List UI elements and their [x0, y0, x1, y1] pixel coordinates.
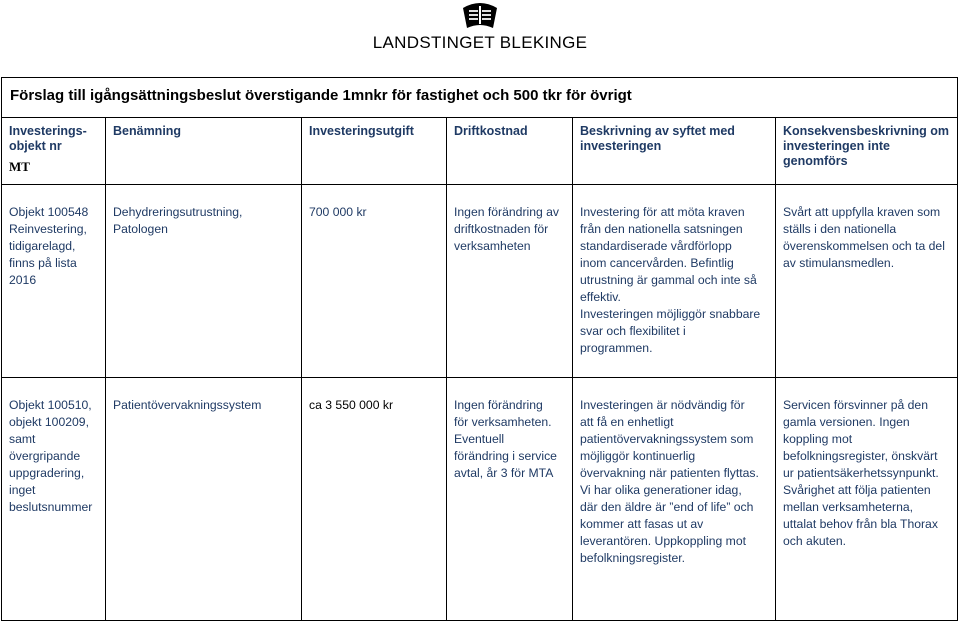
- row-1-drift: Ingen förändring av driftkostnaden för verksamheten: [454, 205, 560, 253]
- row-1-konsekvens-cell: [776, 185, 958, 378]
- row-2-objekt-cell: [2, 378, 106, 621]
- row-2-utgift-cell: [302, 378, 447, 621]
- header-row: [2, 118, 958, 185]
- row-1-beskrivning-cell: [573, 185, 776, 378]
- table-row: [2, 378, 958, 621]
- header-logo: [0, 0, 960, 60]
- table-row: [2, 185, 958, 378]
- row-2-objekt: Objekt 100510, objekt 100209, samt övergripande uppgradering, inget beslutsnummer: [9, 398, 93, 514]
- row-1-objekt-cell: [2, 185, 106, 378]
- row-1-beskrivning: Investering för att möta kraven från den nationella satsningen standardiserade vårdförlopp inom cancervården. Befintlig utrustning är gammal och inte så effektiv. Investeringen möjliggör snabbare svar och flexibilitet i programmen.: [580, 205, 761, 355]
- row-1-objekt: Objekt 100548 Reinvestering, tidigarelagd, finns på lista 2016: [9, 205, 89, 287]
- row-2-benamning-cell: [106, 378, 302, 621]
- row-1-drift-cell: [447, 185, 573, 378]
- row-1-konsekvens: Svårt att uppfylla kraven som ställs i den nationella överenskommelsen och ta del av stimulansmedlen.: [783, 205, 945, 270]
- row-1-utgift-cell: [302, 185, 447, 378]
- investment-table: [1, 77, 958, 621]
- header-objekt-cell: [2, 118, 106, 185]
- row-1-benamning-cell: [106, 185, 302, 378]
- header-konsekvens: Konsekvensbeskrivning om investeringen inte genomförs: [783, 124, 950, 168]
- row-2-utgift: ca 3 550 000 kr: [309, 398, 394, 412]
- header-driftkostnad: Driftkostnad: [454, 124, 528, 138]
- row-1-utgift: 700 000 kr: [309, 205, 367, 219]
- row-2-drift-cell: [447, 378, 573, 621]
- crown-emblem-icon: [461, 2, 499, 30]
- row-2-benamning: Patientövervakningssystem: [113, 398, 262, 412]
- header-benamning-cell: [106, 118, 302, 185]
- logo-text: LANDSTINGET BLEKINGE: [372, 33, 588, 52]
- row-2-konsekvens-cell: [776, 378, 958, 621]
- row-2-beskrivning-cell: [573, 378, 776, 621]
- row-2-beskrivning: Investeringen är nödvändig för att få en enhetligt patientövervakningssystem som möjliggör kontinuerlig övervakning när patienten flyttas. Vi har olika generationer idag, där den äldre är ”end of life” och kommer att fasas ut av leverantören. Uppkoppling mot befolkningsregister.: [580, 398, 759, 565]
- row-2-drift: Ingen förändring för verksamheten. Eventuell förändring i service avtal, år 3 för MTA: [454, 398, 557, 480]
- header-konsekvens-cell: [776, 118, 958, 185]
- header-mt: MT: [9, 159, 30, 174]
- row-2-konsekvens: Servicen försvinner på den gamla versionen. Ingen koppling mot befolkningsregister, önskvärt ur patientsäkerhetssynpunkt. Svårighet att följa patienten mellan verksamheterna, uttalat behov från bla Thorax och akuten.: [783, 398, 939, 548]
- header-objekt: Investerings- objekt nr: [9, 124, 87, 153]
- header-utgift-cell: [302, 118, 447, 185]
- header-beskrivning: Beskrivning av syftet med investeringen: [580, 124, 735, 153]
- header-investeringsutgift: Investeringsutgift: [309, 124, 414, 138]
- header-benamning: Benämning: [113, 124, 182, 138]
- header-beskrivning-cell: [573, 118, 776, 185]
- header-drift-cell: [447, 118, 573, 185]
- row-1-benamning: Dehydreringsutrustning, Patologen: [113, 205, 243, 236]
- title-cell: [2, 78, 958, 118]
- document-title: Förslag till igångsättningsbeslut överstigande 1mnkr för fastighet och 500 tkr för övrigt: [10, 87, 632, 104]
